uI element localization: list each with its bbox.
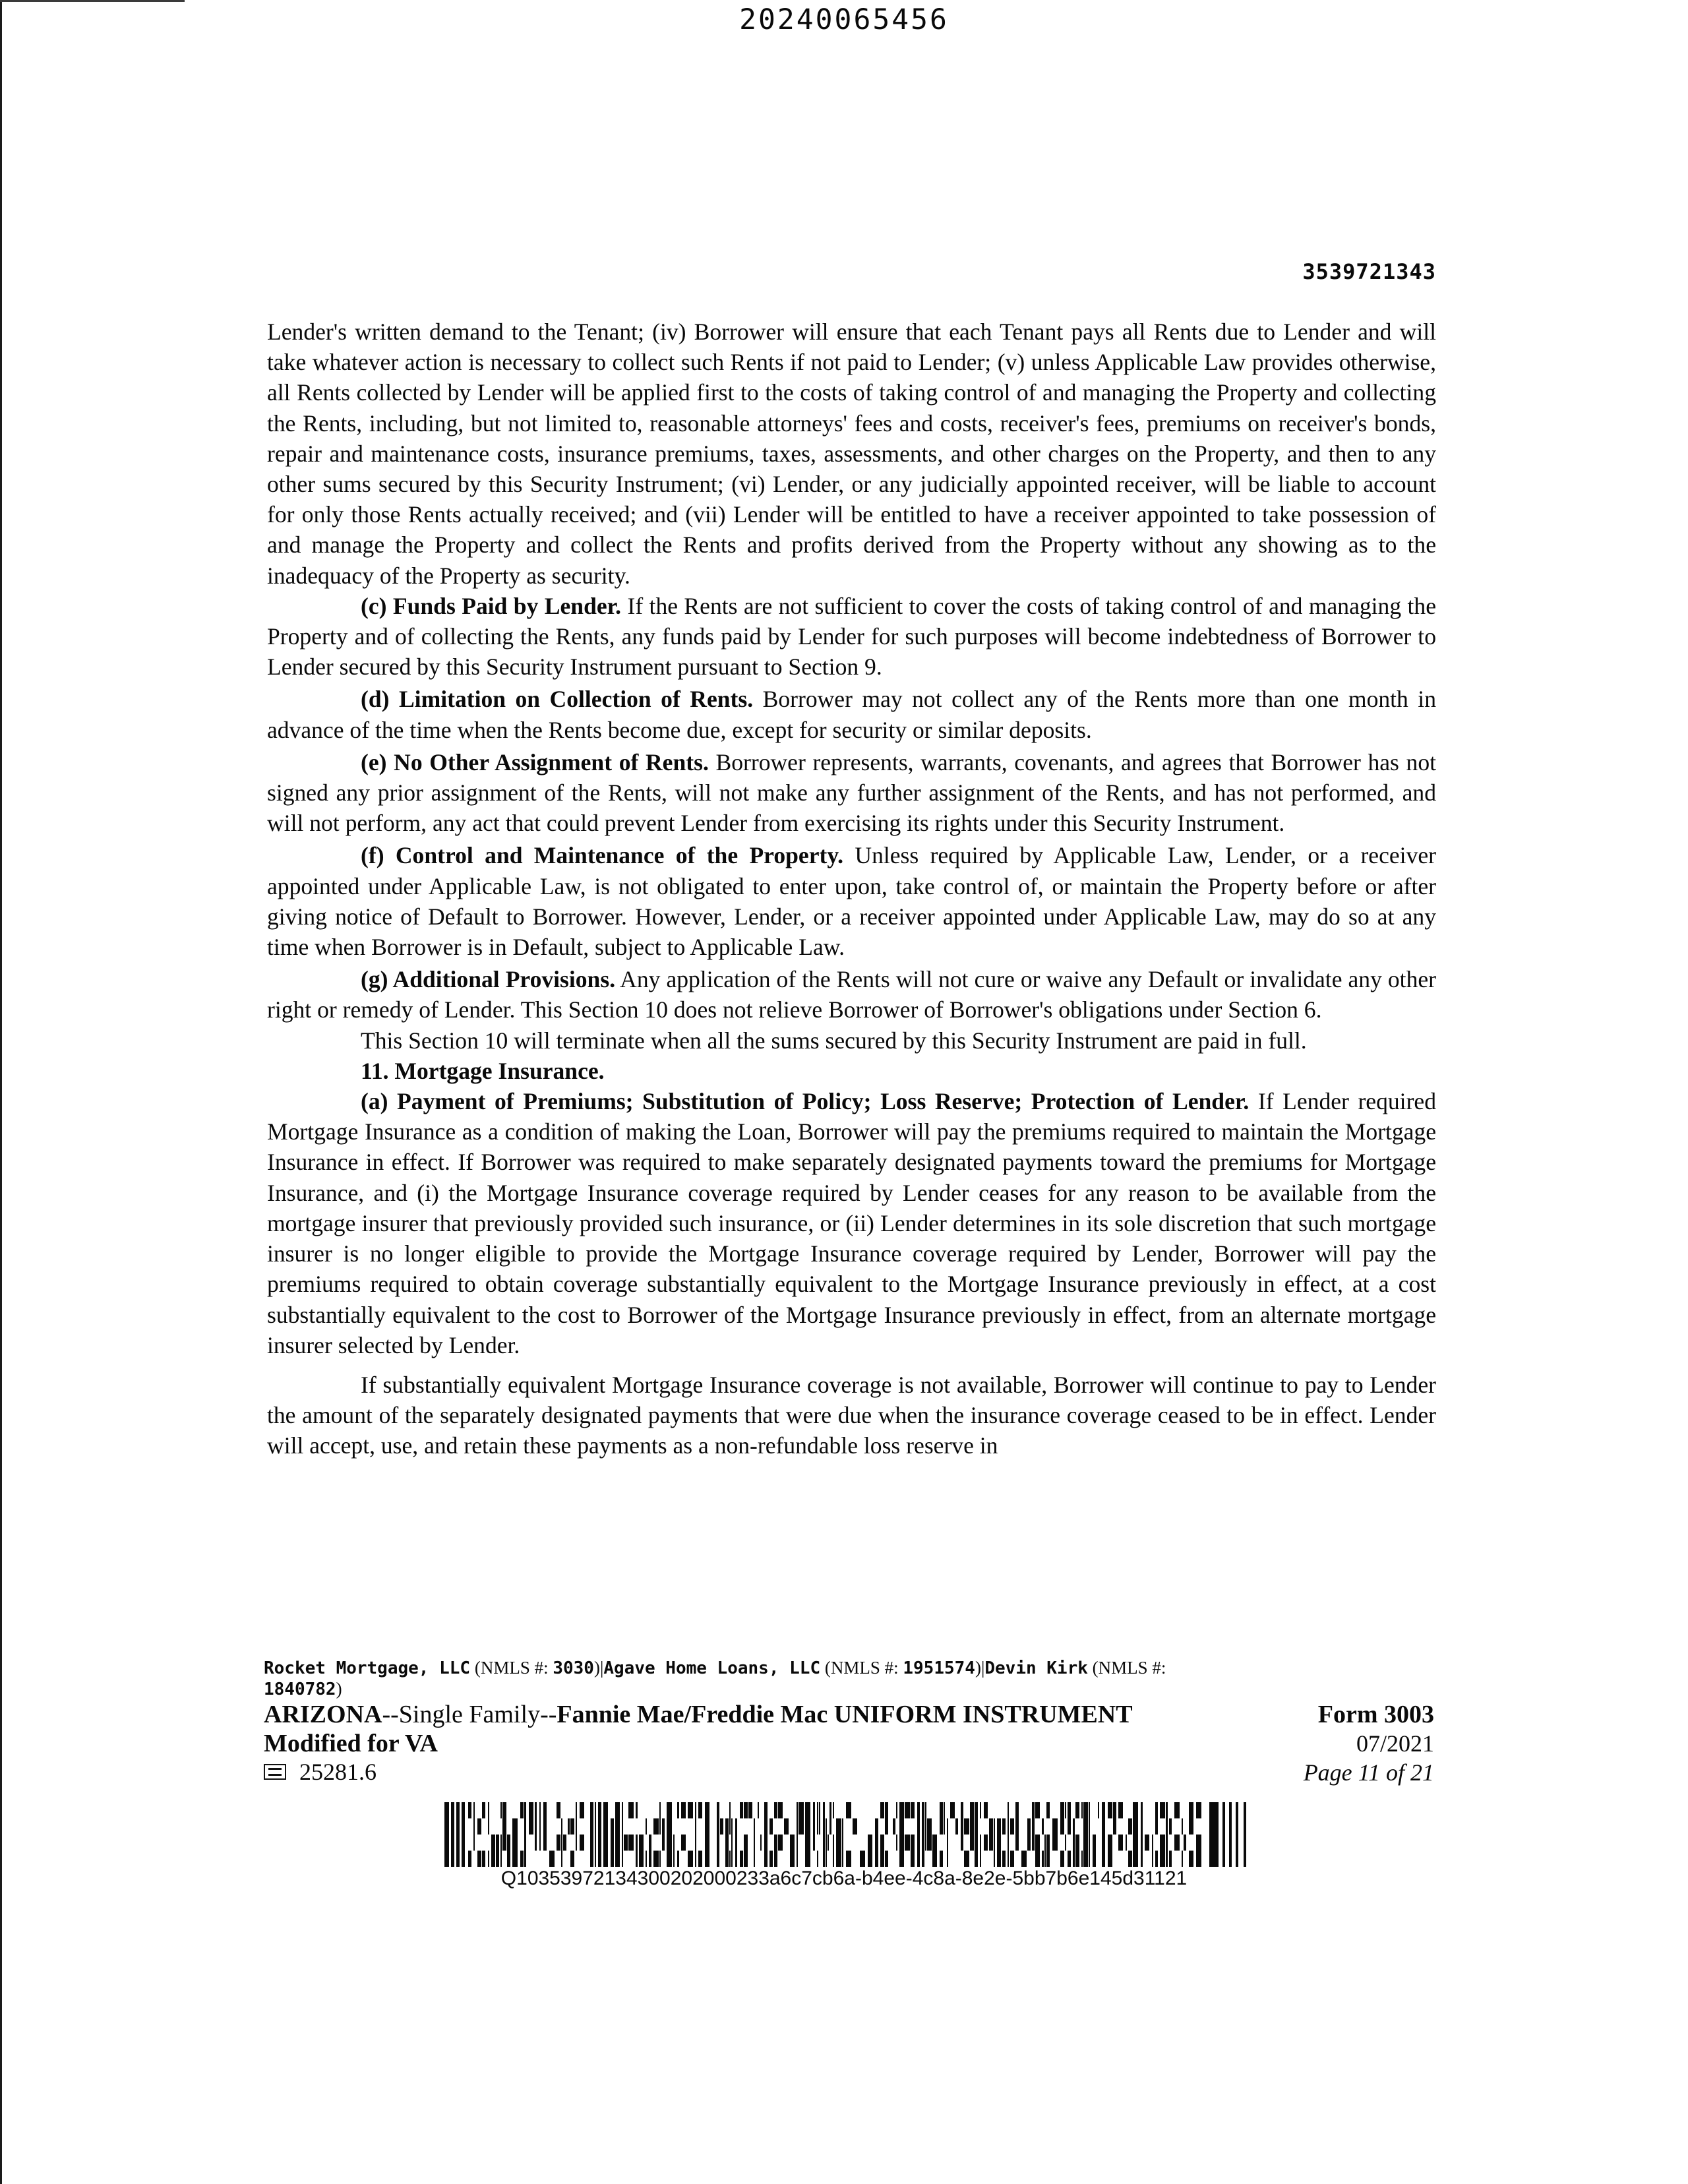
nmls-number: 1840782 <box>264 1680 336 1699</box>
paragraph-rents-continuation: Lender's written demand to the Tenant; (iv) Borrower will ensure that each Tenant pays all Rents due to Lender and will take whatever action is necessary to collect such Rents if not paid to Lender; (v) unless Applicable Law provides otherwise, all Rents collected by Lender will be applied first to the costs of taking control of and managing the Property and collecting the Rents, including, but not limited to, reasonable attorneys' fees and costs, receiver's fees, premiums on receiver's bonds, repair and maintenance costs, insurance premiums, taxes, assessments, and other charges on the Property, and then to any other sums secured by this Security Instrument; (vi) Lender, or any judicially appointed receiver, will be liable to account for only those Rents actually received; and (vii) Lender will be entitled to have a receiver appointed to take possession of and manage the Property and collect the Rents and profits derived from the Property without any showing as to the inadequacy of the Property as security. <box>267 318 1436 589</box>
text-payment-of-premiums: If Lender required Mortgage Insurance as a condition of making the Loan, Borrower will pay the premiums required to maintain the Mortgage Insurance in effect. If Borrower was required to make separately designated payments toward the premiums for Mortgage Insurance, and (i) the Mortgage Insurance coverage required by Lender ceases for any reason to be available from the mortgage insurer that previously provided such insurance, or (ii) Lender determines in its sole discretion that such mortgage insurer is no longer eligible to provide the Mortgage Insurance coverage required by Lender, Borrower will pay the premiums required to obtain coverage substantially equivalent to the Mortgage Insurance previously in effect, at a cost substantially equivalent to the cost to Borrower of the Mortgage Insurance previously in effect, from an alternate mortgage insurer selected by Lender. <box>267 1088 1436 1358</box>
heading-control-maintenance: (f) Control and Maintenance of the Property. <box>361 842 844 869</box>
nmls-label: (NMLS #: <box>820 1658 903 1678</box>
heading-funds-paid: (c) Funds Paid by Lender. <box>361 592 622 619</box>
section-11-heading <box>267 1056 1436 1086</box>
nmls-label: (NMLS #: <box>1087 1658 1166 1678</box>
broker-name: Agave Home Loans, LLC <box>603 1658 821 1678</box>
paragraph-additional-provisions <box>267 964 1436 1025</box>
paragraph-limitation <box>267 684 1436 744</box>
nmls-number: 3030 <box>553 1658 594 1678</box>
form-date: 07/2021 <box>1356 1730 1434 1757</box>
nmls-number: 1951574 <box>903 1658 975 1678</box>
text-funds-paid: If the Rents are not sufficient to cover the costs of taking control of and managing the Property and of collecting the Rents, any funds paid by Lender for such purposes will become indebtedness of Borrower to Lender secured by this Security Instrument pursuant to Section 9. <box>267 592 1436 681</box>
heading-payment-of-premiums: (a) Payment of Premiums; Substitution of Policy; Loss Reserve; Protection of Lender. <box>361 1088 1250 1115</box>
nmls-close: ) <box>593 1658 600 1678</box>
form-number: Form 3003 <box>1317 1701 1434 1728</box>
instrument-name: Fannie Mae/Freddie Mac UNIFORM INSTRUMENT <box>557 1701 1133 1728</box>
heading-limitation: (d) Limitation on Collection of Rents. <box>361 686 754 713</box>
state-name: ARIZONA <box>264 1701 382 1728</box>
loan-number: 3539721343 <box>1302 259 1436 284</box>
paragraph-section-terminate: This Section 10 will terminate when all the sums secured by this Security Instrument are paid in full. <box>361 1027 1307 1054</box>
ellie-mae-logo-icon <box>264 1764 286 1780</box>
text-limitation: Borrower may not collect any of the Rents more than one month in advance of the time when the Rents become due, except for security or similar deposits. <box>267 686 1436 743</box>
document-barcode <box>444 1802 1249 1867</box>
barcode-text: Q10353972134300202000233a6c7cb6a-b4ee-4c8a-8e2e-5bb7b6e145d31121 <box>500 1867 1188 1889</box>
form-info <box>1304 1700 1434 1787</box>
text-control-maintenance: Unless required by Applicable Law, Lender, or a receiver appointed under Applicable Law, is not obligated to enter upon, take control of, or maintain the Property before or after giving notice of Default to Borrower. However, Lender, or a receiver appointed under Applicable Law, may do so at any time when Borrower is in Default, subject to Applicable Law. <box>267 842 1436 961</box>
section-11-title: 11. Mortgage Insurance. <box>361 1057 605 1084</box>
page-number: Page 11 of 21 <box>1303 1759 1434 1786</box>
recording-number: 20240065456 <box>739 3 949 36</box>
text-additional-provisions: Any application of the Rents will not cure or waive any Default or invalidate any other right or remedy of Lender. This Section 10 does not relieve Borrower of Borrower's obligations under Section 6. <box>267 966 1436 1023</box>
nmls-label: (NMLS #: <box>470 1658 553 1678</box>
form-code <box>264 1757 377 1786</box>
paragraph-payment-of-premiums <box>267 1086 1436 1360</box>
heading-no-other-assignment: (e) No Other Assignment of Rents. <box>361 748 709 775</box>
form-code-number: 25281.6 <box>299 1759 377 1785</box>
heading-additional-provisions: (g) Additional Provisions. <box>361 966 616 993</box>
nmls-close: ) <box>975 1658 981 1678</box>
separator: | <box>599 1658 604 1678</box>
nmls-close: ) <box>336 1679 342 1699</box>
paragraph-loss-reserve: If substantially equivalent Mortgage Insurance coverage is not available, Borrower will continue to pay to Lender the amount of the separately designated payments that were due when the insurance coverage ceased to be in effect. Lender will accept, use, and retain these payments as a non-refundable loss reserve in <box>267 1371 1436 1459</box>
lender-name: Rocket Mortgage, LLC <box>264 1658 471 1678</box>
instrument-title <box>264 1700 1133 1729</box>
separator: | <box>980 1658 985 1678</box>
paragraph-funds-paid <box>267 591 1436 682</box>
loan-originator-name: Devin Kirk <box>984 1658 1088 1678</box>
paragraph-no-other-assignment <box>267 747 1436 839</box>
footer-lender-info <box>264 1658 1437 1700</box>
paragraph-control-maintenance <box>267 840 1436 962</box>
document-body <box>267 317 1436 1461</box>
instrument-type: --Single Family-- <box>382 1701 557 1728</box>
text-no-other-assignment: Borrower represents, warrants, covenants, and agrees that Borrower has not signed any prior assignment of the Rents, will not make any further assignment of the Rents, and has not performed, and will not perform, any act that could prevent Lender from exercising its rights under this Security Instrument. <box>267 748 1436 837</box>
scan-edge-line <box>0 0 2 2184</box>
modified-for-va: Modified for VA <box>264 1730 438 1757</box>
